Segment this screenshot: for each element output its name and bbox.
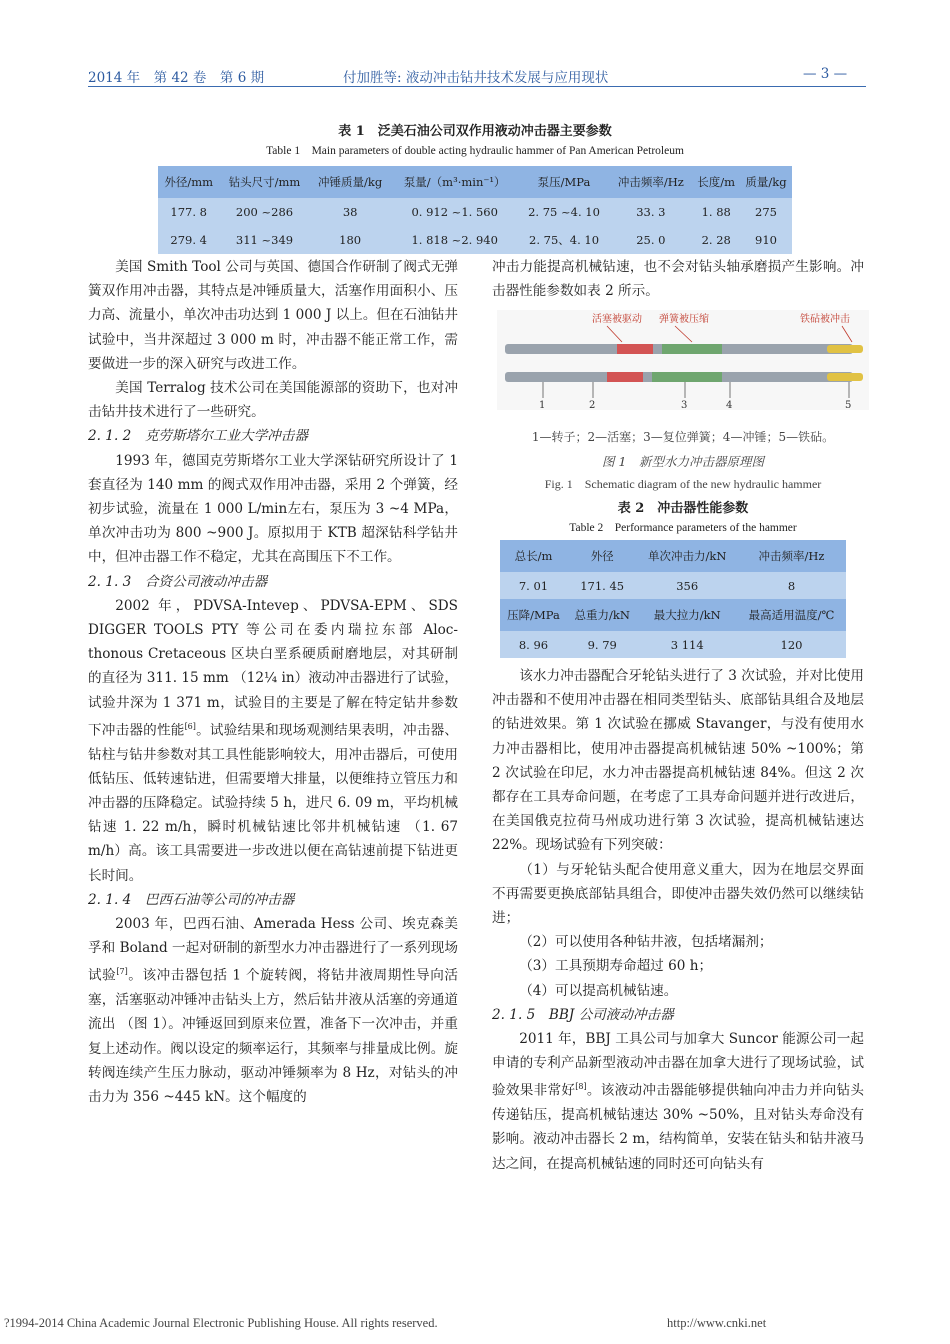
figure1-diagram (497, 310, 869, 410)
paragraph: 冲击力能提高机械钻速，也不会对钻头轴承磨损产生影响。冲击器性能参数如表 2 所示。 (492, 259, 864, 300)
table1 (158, 166, 792, 254)
table-cell: 25. 0 (636, 233, 666, 247)
figure1-caption-cn: 图 1 新型水力冲击器原理图 (602, 454, 764, 469)
table-cell: 2. 28 (701, 233, 731, 247)
table1-header: 冲锤质量/kg (318, 175, 383, 189)
list-item: （2）可以使用各种钻井液，包括堵漏剂； (519, 934, 773, 951)
table-cell: 8. 96 (518, 637, 549, 652)
table1-header: 长度/m (697, 175, 736, 189)
list-item: （4）可以提高机械钻速。 (519, 982, 678, 999)
list-item: （3）工具预期寿命超过 60 h； (519, 958, 713, 975)
paragraph: 该水力冲击器配合牙轮钻头进行了 3 次试验，并对比使用冲击器和不使用冲击器在相同类型钻头、底部钻具组合及地层的钻进效果。第 1 次试验在挪威 Stavanger，与没有使用水力冲击器相比，使用冲击器提高机械钻速 50% ~100%；第 2 次试验在印尼，水力冲击器提高机械钻速 84%。但这 2 次都存在工具寿命问题，在考虑了工具寿命问题并进行改进后，在美国俄克拉荷马州成功进行第 3 次试验，提高机械钻速达 22%。现场试验有下列突破： (492, 668, 864, 854)
citation-link[interactable]: [7] (116, 967, 128, 977)
paragraph (88, 912, 458, 1109)
table2-caption-cn: 表 2 冲击器性能参数 (617, 501, 749, 516)
table1-header-row (158, 166, 792, 198)
table-cell: 2. 75 ~4. 10 (528, 205, 600, 219)
table1-header: 钻头尺寸/mm (228, 175, 301, 189)
footer-url-link[interactable]: http://www.cnki.net (667, 1316, 767, 1330)
journal-issue: 2014 年 第 42 卷 第 6 期 (88, 70, 265, 86)
anvil-part (827, 345, 863, 353)
table-cell: 7. 01 (518, 578, 549, 593)
table1-header: 冲击频率/Hz (617, 175, 684, 189)
table1-header: 泵压/MPa (537, 175, 591, 189)
running-header (88, 60, 868, 84)
table1-header: 泵量/（m³·min⁻¹） (403, 175, 506, 189)
spring-part (652, 372, 722, 382)
figure-callout-number: 3 (681, 400, 688, 410)
figure-callout-number: 4 (726, 400, 733, 410)
paragraph: 美国 Terralog 技术公司在美国能源部的资助下，也对冲击钻井技术进行了一些研究。 (88, 380, 458, 421)
table1-caption-cn: 表 1 泛美石油公司双作用液动冲击器主要参数 (338, 124, 612, 139)
table-cell: 9. 79 (587, 637, 617, 652)
spring-part (662, 344, 722, 354)
paragraph: 美国 Smith Tool 公司与英国、德国合作研制了阀式无弹簧双作用冲击器，其特点是冲锤质量大，活塞作用面积小、压力高、流量小，单次冲击功达到 1 000 J 以上。但在石油钻井试验中，当井深超过 3 000 m 时，冲击器不能正常工作，需要做进一步的深入研究与改进工作。 (88, 259, 458, 372)
paragraph (88, 594, 458, 888)
table-cell: 3 114 (670, 637, 704, 652)
figure1-legend: 1—转子；2—活塞；3—复位弹簧；4—冲锤；5—铁砧。 (531, 430, 835, 444)
table1-header: 外径/mm (164, 175, 214, 189)
table-cell: 33. 3 (636, 205, 666, 219)
table-cell: 38 (342, 205, 358, 219)
table2-header-row (500, 540, 846, 572)
figure1-caption-en: Fig. 1 Schematic diagram of the new hydraulic hammer (544, 477, 822, 491)
table1-caption-en: Table 1 Main parameters of double acting hydraulic hammer of Pan American Petroleum (266, 145, 684, 157)
list-item: （1）与牙轮钻头配合使用意义重大，因为在地层交界面不再需要更换底部钻具组合，即使冲击器失效仍然可以继续钻进； (492, 861, 864, 927)
table2-header: 最高适用温度/℃ (748, 608, 835, 622)
table-cell: 279. 4 (170, 233, 207, 247)
table2-header: 外径 (590, 549, 614, 563)
copyright-notice: ?1994-2014 China Academic Journal Electronic Publishing House. All rights reserved. (4, 1316, 438, 1330)
piston-part (607, 372, 643, 382)
anvil-part (827, 373, 863, 381)
table-cell: 2. 75、4. 10 (529, 233, 600, 247)
paragraph-text: 2002 年，PDVSA-Intevep、PDVSA-EPM、SDS DIGGER TOOLS PTY 等公司在委内瑞拉东部 Aloc-thonous Cretaceous 区块白垩系硬质耐磨地层，对其研制的直径为 311. 15 mm （12¼ in）液动冲击器进行了试验，试验井深为 1 371 m，试验目的主要是了解在特定钻井参数下冲击器的性能 (88, 597, 458, 739)
figure-label-anvil: 铁砧被冲击 (800, 314, 850, 325)
table-cell: 200 ~286 (235, 205, 294, 219)
figure-callout-number: 1 (539, 400, 546, 410)
left-column (88, 255, 458, 1109)
right-column-top (492, 255, 864, 303)
figure-callout-number: 2 (589, 400, 596, 410)
table-row (158, 226, 792, 254)
right-column-bottom (492, 664, 864, 1176)
citation-link[interactable]: [8] (575, 1082, 587, 1092)
article-title-header: 付加胜等: 液动冲击钻井技术发展与应用现状 (343, 70, 609, 86)
table-row (500, 631, 846, 658)
paragraph-text: 2003 年，巴西石油、Amerada Hess 公司、埃克森美孚和 Boland 一起对研制的新型水力冲击器进行了一系列现场试验 (88, 916, 458, 984)
table2-header: 单次冲击力/kN (648, 549, 727, 563)
table-cell: 177. 8 (170, 205, 207, 219)
table2-header: 最大拉力/kN (653, 608, 721, 622)
header-rule (88, 86, 866, 87)
section-heading: 2. 1. 4 巴西石油等公司的冲击器 (88, 891, 295, 908)
piston-part (617, 344, 653, 354)
table2-caption-en: Table 2 Performance parameters of the hammer (569, 522, 797, 534)
table-cell: 275 (755, 205, 777, 219)
table-row (500, 572, 846, 599)
table-cell: 910 (755, 233, 777, 247)
figure-callout-number: 5 (845, 400, 852, 410)
table2 (500, 540, 846, 658)
table-cell: 1. 818 ~2. 940 (411, 233, 498, 247)
table-cell: 0. 912 ~1. 560 (411, 205, 498, 219)
paragraph-text: 。该冲击器包括 1 个旋转阀，将钻井液周期性导向活塞，活塞驱动冲锤冲击钻头上方，然后钻井液从活塞的旁通道流出 （图 1）。冲锤返回到原来位置，准备下一次冲击，并重复上述动作。阀以设定的频率运行，其频率与排量成比例。旋转阀连续产生压力脉动，驱动冲锤频率为 8 Hz，对钻头的冲击力为 356 ~445 kN。这个幅度的 (88, 967, 459, 1105)
figure-label-piston: 活塞被驱动 (592, 314, 642, 325)
table1-header: 质量/kg (745, 175, 787, 189)
section-heading: 2. 1. 5 BBJ 公司液动冲击器 (492, 1006, 674, 1023)
page-number: — 3 — (803, 66, 848, 82)
table-cell: 8 (787, 578, 796, 593)
table-cell: 356 (676, 578, 699, 593)
paragraph-text: 。该液动冲击器能够提供轴向冲击力并向钻头传递钻压，提高机械钻速达 30% ~50%，且对钻头寿命没有影响。液动冲击器长 2 m，结构简单，安装在钻头和钻井液马达之间，在提高机械钻速的同时还可向钻头有 (492, 1082, 865, 1172)
section-heading: 2. 1. 3 合资公司液动冲击器 (88, 573, 268, 590)
table-cell: 311 ~349 (235, 233, 294, 247)
table-cell: 1. 88 (701, 205, 731, 219)
section-heading: 2. 1. 2 克劳斯塔尔工业大学冲击器 (88, 428, 308, 445)
table2-header: 压降/MPa (507, 608, 560, 622)
table-cell: 180 (339, 233, 362, 247)
paragraph (492, 1027, 864, 1176)
paragraph: 1993 年，德国克劳斯塔尔工业大学深钻研究所设计了 1 套直径为 140 mm 的阀式双作用冲击器，采用 2 个弹簧，经初步试验，流量在 1 000 L/min左右，泵压为 3 ~4 MPa，单次冲击功为 800 ~900 J。原拟用于 KTB 超深钻科学钻井中，但冲击器工作不稳定，尤其在高围压下不工作。 (88, 452, 458, 566)
paragraph-text: 。试验结果和现场观测结果表明，冲击器、钻柱与钻井参数对其工具性能影响较大，用冲击器后，可使用低钻压、低转速钻进，但需要增大排量，以便维持立管压力和冲击器的压降稳定。试验持续 5 h，进尺 6. 09 m，平均机械钻速 1. 22 m/h，瞬时机械钻速比邻井机械钻速 （1. 67 m/h）高。该工具需要进一步改进以便在高钻速前提下钻进更长时间。 (88, 722, 458, 884)
table-cell: 120 (780, 637, 803, 652)
table-row (158, 198, 792, 226)
paragraph-text: 2011 年，BBJ 工具公司与加拿大 Suncor 能源公司一起申请的专利产品新型液动冲击器在加拿大进行了现场试验，试验效果非常好 (492, 1031, 864, 1099)
table2-header-row (500, 599, 846, 631)
table2-header: 总重力/kN (574, 608, 630, 622)
figure-label-spring: 弹簧被压缩 (659, 314, 709, 325)
citation-link[interactable]: [6] (184, 721, 196, 731)
table2-header: 冲击频率/Hz (758, 549, 825, 563)
table2-header: 总长/m (514, 549, 553, 563)
table-cell: 171. 45 (580, 578, 625, 593)
